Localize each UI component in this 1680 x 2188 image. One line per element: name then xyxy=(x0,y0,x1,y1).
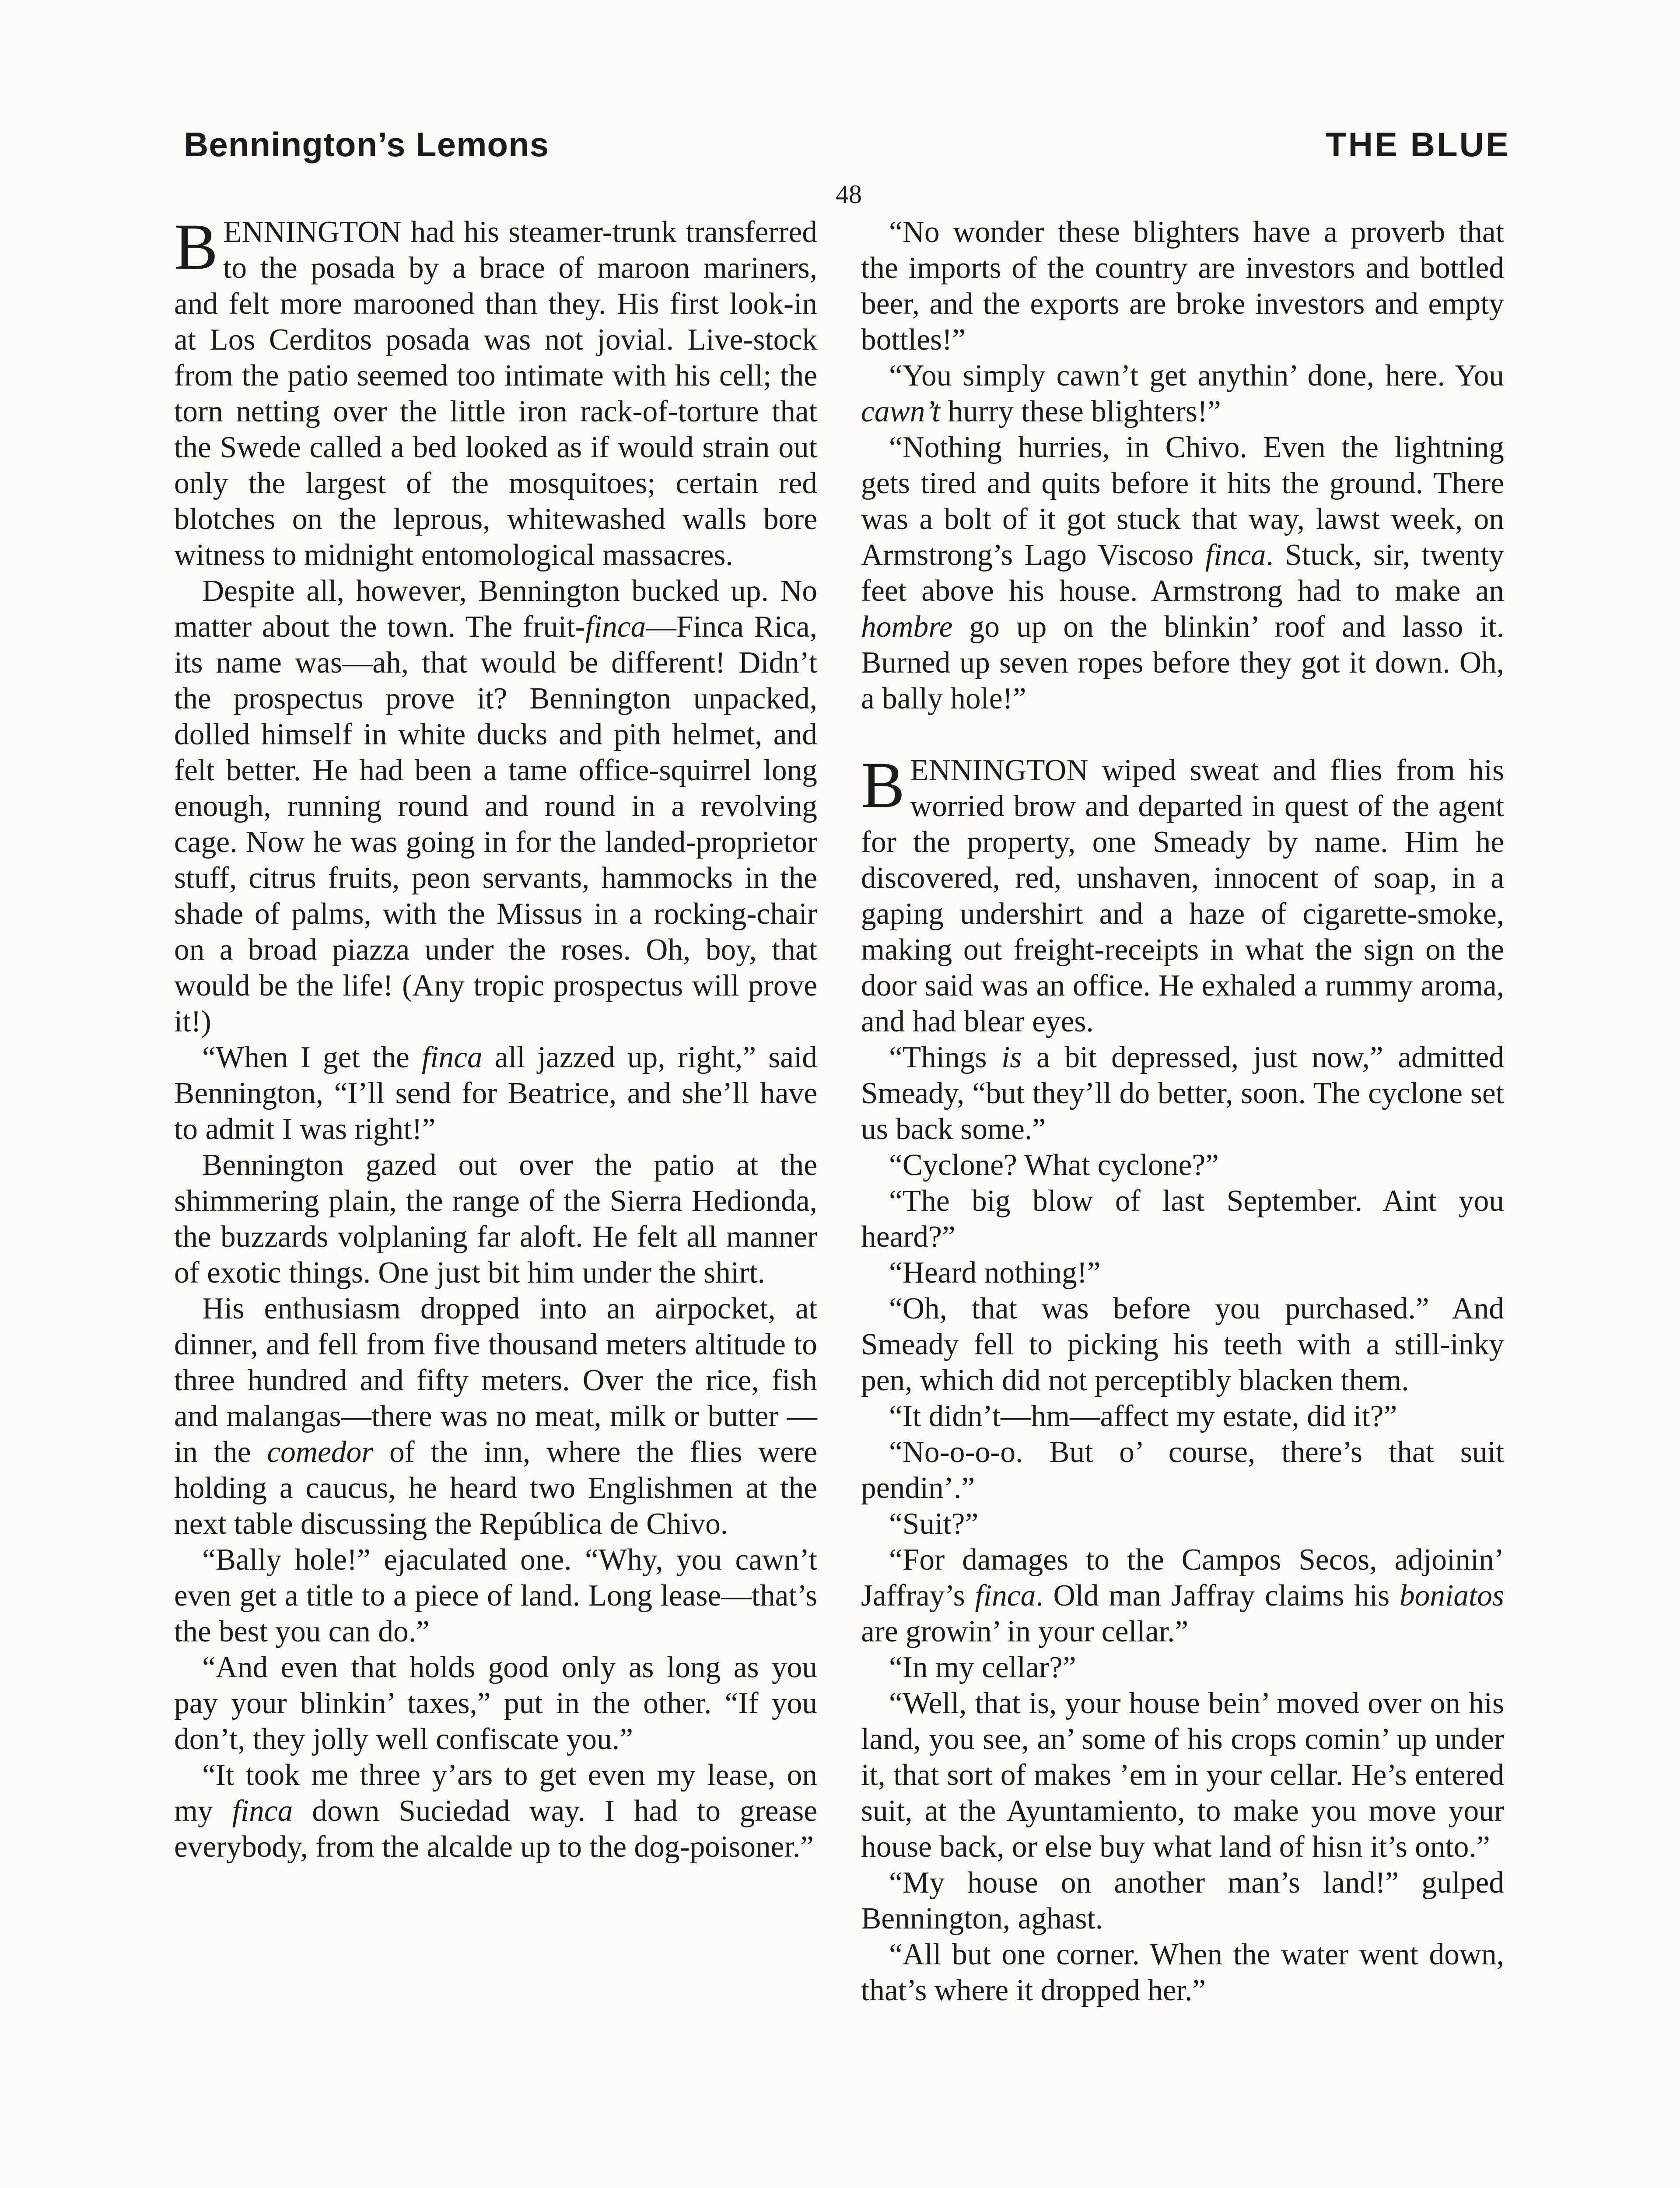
paragraph: Despite all, however, Bennington bucked up. No matter about the town. The fruit-finca—Finca Rica, its name was—ah, that would be different! Didn’t the prospectus prove it? Bennington unpacked, dolled himself in white ducks and pith helmet, and felt better. He had been a tame office-squirrel long enough, running round and round in a revolving cage. Now he was going in for the landed-proprietor stuff, citrus fruits, peon servants, hammocks in the shade of palms, with the Missus in a rocking-chair on a broad piazza under the roses. Oh, boy, that would be the life! (Any tropic prospectus will prove it!) xyxy=(174,574,817,1038)
paragraph: “All but one corner. When the water went down, that’s where it dropped her.” xyxy=(861,1938,1504,2007)
page-number: 48 xyxy=(836,180,862,209)
paragraph: “When I get the finca all jazzed up, right,” said Bennington, “I’ll send for Beatrice, and she’ll have to admit I was right!” xyxy=(174,1041,817,1146)
drop-cap: B xyxy=(174,210,218,283)
paragraph-text: ENNINGTON had his steamer-trunk transferred to the posada by a brace of maroon mariners, and felt more marooned than they. His first look-in at Los Cerditos posada was not jovial. Live-stock from the patio seemed too intimate with his cell; the torn netting over the little iron rack-of-torture that the Swede called a bed looked as if would strain out only the largest of the mosquitoes; certain red blotches on the leprous, whitewashed walls bore witness to midnight entomological massacres. xyxy=(174,215,817,572)
right-column xyxy=(861,214,1504,2009)
paragraph: “Cyclone? What cyclone?” xyxy=(889,1148,1219,1182)
story-title-header: Bennington’s Lemons xyxy=(184,125,550,164)
paragraph: “Well, that is, your house bein’ moved over on his land, you see, an’ some of his crops comin’ up under it, that sort of makes ’em in your cellar. He’s entered suit, at the Ayuntamiento, to make you move your house back, or else buy what land of hisn it’s onto.” xyxy=(861,1687,1504,1864)
paragraph: “My house on another man’s land!” gulped Bennington, aghast. xyxy=(861,1866,1504,1936)
left-column xyxy=(174,210,817,1865)
paragraph: “In my cellar?” xyxy=(889,1651,1076,1684)
paragraph: “Oh, that was before you purchased.” And Smeady fell to picking his teeth with a still-inky pen, which did not perceptibly blacken them. xyxy=(861,1292,1504,1397)
paragraph xyxy=(861,749,1504,1040)
paragraph: “Heard nothing!” xyxy=(889,1256,1101,1290)
paragraph: His enthusiasm dropped into an airpocket, at dinner, and fell from five thousand meters altitude to three hundred and fifty meters. Over the rice, fish and malangas—there was no meat, milk or butter —in the comedor of the inn, where the flies were holding a caucus, he heard two Englishmen at the next table discussing the República de Chivo. xyxy=(174,1292,817,1541)
drop-cap: B xyxy=(861,749,905,821)
paragraph: “It took me three y’ars to get even my lease, on my finca down Suciedad way. I had to grease everybody, from the alcalde up to the dog-poisoner.” xyxy=(174,1758,817,1864)
paragraph: “No-o-o-o. But o’ course, there’s that suit pendin’.” xyxy=(861,1435,1504,1505)
paragraph: “The big blow of last September. Aint you heard?” xyxy=(861,1184,1504,1254)
paragraph: Bennington gazed out over the patio at the shimmering plain, the range of the Sierra Hedionda, the buzzards volplaning far aloft. He felt all manner of exotic things. One just bit him under the shirt. xyxy=(174,1148,817,1290)
paragraph: “And even that holds good only as long as you pay your blinkin’ taxes,” put in the other. “If you don’t, they jolly well confiscate you.” xyxy=(174,1651,817,1756)
paragraph: “Things is a bit depressed, just now,” admitted Smeady, “but they’ll do better, soon. The cyclone set us back some.” xyxy=(861,1041,1504,1146)
paragraph xyxy=(174,210,817,573)
paragraph: “You simply cawn’t get anythin’ done, here. You cawn’t hurry these blighters!” xyxy=(861,359,1504,428)
magazine-title-header: THE BLUE xyxy=(1326,125,1510,164)
paragraph: “For damages to the Campos Secos, adjoinin’ Jaffray’s finca. Old man Jaffray claims his boniatos are growin’ in your cellar.” xyxy=(861,1543,1504,1648)
paragraph: “No wonder these blighters have a proverb that the imports of the country are investors and bottled beer, and the exports are broke investors and empty bottles!” xyxy=(861,215,1504,357)
paragraph: “Suit?” xyxy=(889,1507,979,1541)
paragraph: “Nothing hurries, in Chivo. Even the lightning gets tired and quits before it hits the ground. There was a bolt of it got stuck that way, lawst week, on Armstrong’s Lago Viscoso finca. Stuck, sir, twenty feet above his house. Armstrong had to make an hombre go up on the blinkin’ roof and lasso it. Burned up seven ropes before they got it down. Oh, a bally hole!” xyxy=(861,431,1504,715)
paragraph-text: ENNINGTON wiped sweat and flies from his worried brow and departed in quest of the agent for the property, one Smeady by name. Him he discovered, red, unshaven, innocent of soap, in a gaping undershirt and a haze of cigarette-smoke, making out freight-receipts in what the sign on the door said was an office. He exhaled a rummy aroma, and had blear eyes. xyxy=(861,754,1504,1038)
paragraph: “It didn’t—hm—affect my estate, did it?” xyxy=(889,1399,1397,1433)
paragraph: “Bally hole!” ejaculated one. “Why, you cawn’t even get a title to a piece of land. Long lease—that’s the best you can do.” xyxy=(174,1543,817,1648)
